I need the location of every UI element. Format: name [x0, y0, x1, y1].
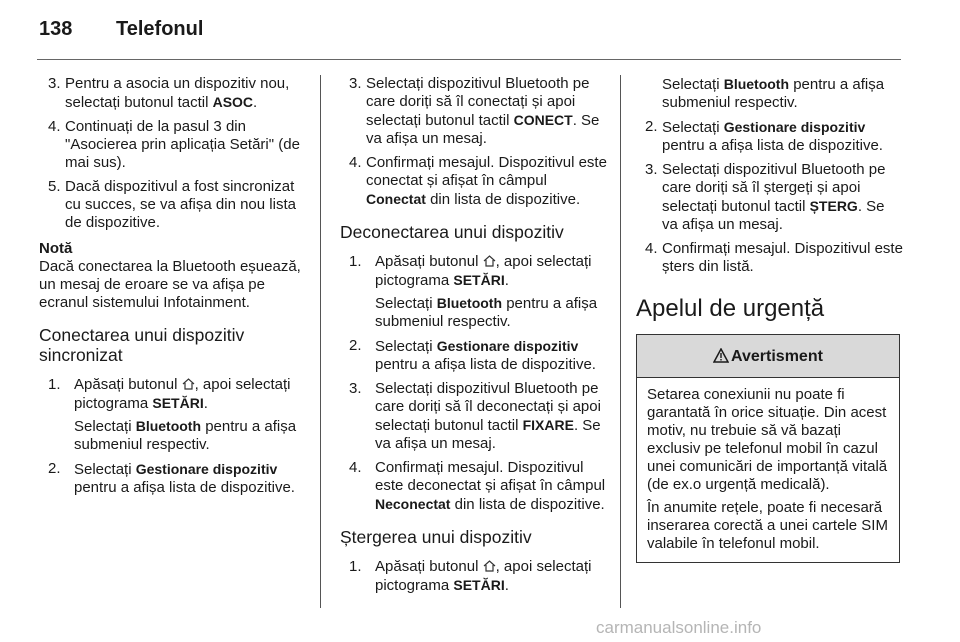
list-item: Selectați Bluetooth pentru a afișa submeniul respectiv.	[662, 76, 885, 111]
section-heading: Conectarea unui dispozitiv sincronizat	[39, 325, 245, 365]
list-item: 1. Apăsați butonul , apoi selectați pictograma SETĂRI.	[349, 558, 592, 594]
section-heading: Deconectarea unui dispozitiv	[340, 222, 564, 242]
section-heading: Apelul de urgență	[636, 295, 825, 322]
list-item: 4. Confirmați mesajul. Dispozitivul este conectat și afișat în câmpul Conectat din lista de dispozitive.	[349, 154, 607, 208]
list-item: 1. Apăsați butonul , apoi selectați pictograma SETĂRI. Selectați Bluetooth pentru a afișa submeniul respectiv.	[349, 253, 598, 330]
list-item: 3. Selectați dispozitivul Bluetooth pe care doriți să îl ștergeți și apoi selectați butonul tactil ȘTERG. Se va afișa un mesaj.	[645, 161, 886, 233]
column-2	[340, 75, 608, 601]
column-divider-1	[320, 75, 321, 608]
home-icon	[483, 560, 496, 572]
list-item: 4. Confirmați mesajul. Dispozitivul este șters din listă.	[645, 240, 903, 275]
note-label: Notă	[39, 240, 73, 257]
steps-list	[39, 75, 307, 232]
warning-box	[636, 334, 900, 563]
list-item: 4. Confirmați mesajul. Dispozitivul este deconectat și afișat în câmpul Neconectat din lista de dispozitive.	[349, 459, 606, 513]
steps-list	[636, 75, 904, 276]
warning-title: Avertisment	[731, 348, 823, 365]
home-icon	[483, 255, 496, 267]
list-item: 3. Pentru a asocia un dispozitiv nou, selectați butonul tactil ASOC.	[48, 75, 290, 111]
list-item: 2. Selectați Gestionare dispozitiv pentru a afișa lista de dispozitive.	[48, 460, 295, 496]
list-item: 4. Continuați de la pasul 3 din "Asocierea prin aplicația Setări" (de mai sus).	[48, 118, 300, 171]
warning-header	[637, 335, 899, 378]
home-icon	[182, 378, 195, 390]
steps-list	[340, 75, 608, 209]
steps-list	[39, 376, 307, 497]
column-3	[636, 75, 904, 563]
list-item: 1. Apăsați butonul , apoi selectați pictograma SETĂRI. Selectați Bluetooth pentru a afișa submeniul respectiv.	[48, 376, 297, 453]
steps-list	[340, 558, 608, 595]
list-item: 2. Selectați Gestionare dispozitiv pentru a afișa lista de dispozitive.	[645, 118, 883, 154]
page-number: 138	[39, 18, 73, 40]
column-divider-2	[620, 75, 621, 608]
list-item: 3. Selectați dispozitivul Bluetooth pe care doriți să îl conectați și apoi selectați butonul tactil CONECT. Se va afișa un mesaj.	[349, 75, 600, 147]
warning-triangle-icon	[713, 348, 729, 363]
list-item: 3. Selectați dispozitivul Bluetooth pe care doriți să îl deconectați și apoi selectați butonul tactil FIXARE. Se va afișa un mesaj.	[349, 380, 601, 452]
note-text: Dacă conectarea la Bluetooth eșuează, un mesaj de eroare se va afișa pe ecranul sistemului Infotainment.	[39, 258, 301, 311]
warning-body: Setarea conexiunii nu poate fi garantată în orice situație. Din acest motiv, nu trebuie să vă bazați exclusiv pe telefonul mobil în cazul unei comunicări de importanță vitală (de ex.o urgență medicală). În anumite rețele, poate fi necesară inserarea corectă a unei cartele SIM valabile în telefonul mobil.	[647, 386, 888, 552]
header-divider	[37, 59, 901, 60]
section-heading: Ștergerea unui dispozitiv	[340, 527, 532, 547]
list-item: 5. Dacă dispozitivul a fost sincronizat cu succes, se va afișa din nou lista de dispozitive.	[48, 178, 296, 231]
column-1	[39, 75, 307, 503]
page-title: Telefonul	[116, 18, 204, 40]
steps-list	[340, 253, 608, 514]
list-item: 2. Selectați Gestionare dispozitiv pentru a afișa lista de dispozitive.	[349, 337, 596, 373]
watermark: carmanualsonline.info	[596, 618, 762, 637]
